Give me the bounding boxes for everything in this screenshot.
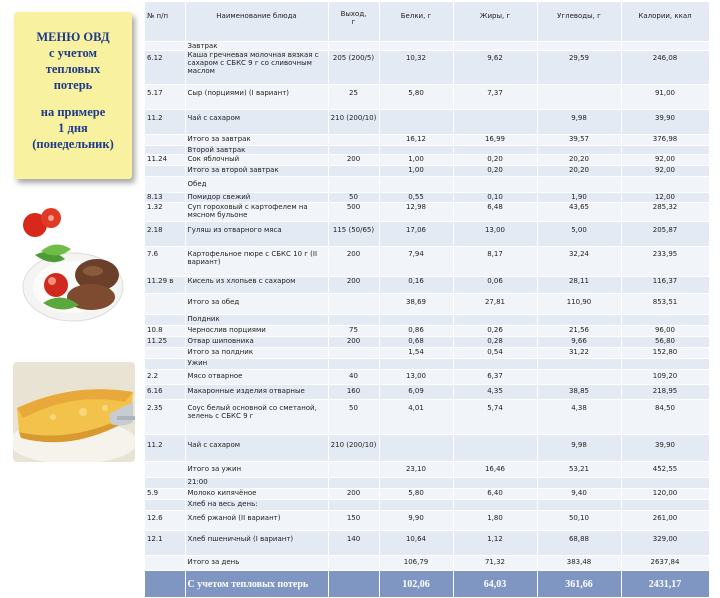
- cell-fat: 13,00: [453, 222, 537, 247]
- cell-name: Итого за второй завтрак: [185, 166, 328, 177]
- cell-kcal: 84,50: [621, 400, 709, 435]
- note-title-line: потерь: [53, 78, 93, 92]
- cell-carbs: [537, 370, 621, 385]
- cell-kcal: 205,87: [621, 222, 709, 247]
- cell-name: Мясо отварное: [185, 370, 328, 385]
- meal-label: Завтрак: [185, 42, 328, 51]
- cell-name: Итого за обед: [185, 294, 328, 315]
- cell-carbs: 29,59: [537, 51, 621, 85]
- cell-kcal: 152,80: [621, 348, 709, 359]
- table-row: [145, 85, 709, 110]
- meal-section-row: [145, 478, 709, 489]
- cell-num: 2.2: [145, 370, 185, 385]
- cell-protein: 0,86: [379, 326, 453, 337]
- cell-kcal: 109,20: [621, 370, 709, 385]
- cell-carbs: 383,48: [537, 556, 621, 571]
- cell-kcal: 329,00: [621, 531, 709, 556]
- cell-fat: 0,20: [453, 166, 537, 177]
- table-row: [145, 326, 709, 337]
- table-row: [145, 203, 709, 222]
- cell-fat: 9,62: [453, 51, 537, 85]
- cell-kcal: 92,00: [621, 155, 709, 166]
- cell-fat: 0,54: [453, 348, 537, 359]
- note-title-line: МЕНЮ ОВД: [36, 30, 110, 44]
- header-carbs: Углеводы, г: [537, 2, 621, 42]
- note-example-line: (понедельник): [32, 137, 114, 151]
- note-title-line: с учетом: [48, 46, 98, 60]
- cell-carbs: 9,66: [537, 337, 621, 348]
- cell-kcal: 853,51: [621, 294, 709, 315]
- cell-carbs: 1,90: [537, 193, 621, 203]
- cell-fat: 27,81: [453, 294, 537, 315]
- cell-yield: 75: [328, 326, 379, 337]
- cell-kcal: 91,00: [621, 85, 709, 110]
- cell-name: Гуляш из отварного мяса: [185, 222, 328, 247]
- cell-name: Помидор свежий: [185, 193, 328, 203]
- cell-protein: 7,94: [379, 247, 453, 277]
- cell-yield: 200: [328, 277, 379, 294]
- table-row: [145, 337, 709, 348]
- cell-name: Суп гороховый с картофелем на мясном бульоне: [185, 203, 328, 222]
- cell-carbs: [537, 85, 621, 110]
- cell-kcal: 2431,17: [621, 571, 709, 598]
- cell-protein: 106,79: [379, 556, 453, 571]
- cell-carbs: 20,20: [537, 166, 621, 177]
- cell-carbs: 20,20: [537, 155, 621, 166]
- subtotal-row: [145, 166, 709, 177]
- cell-yield: 160: [328, 385, 379, 400]
- meal-label: Ужин: [185, 359, 328, 370]
- cell-carbs: 50,10: [537, 511, 621, 531]
- cell-name: Макаронные изделия отварные: [185, 385, 328, 400]
- table-row: [145, 247, 709, 277]
- cell-kcal: 12,00: [621, 193, 709, 203]
- cell-protein: 12,98: [379, 203, 453, 222]
- table-row: [145, 155, 709, 166]
- table-row: [145, 511, 709, 531]
- table-row: [145, 531, 709, 556]
- cell-kcal: 39,90: [621, 435, 709, 462]
- cell-kcal: 376,98: [621, 135, 709, 146]
- cell-protein: [379, 435, 453, 462]
- meal-section-row: [145, 315, 709, 326]
- cell-num: 8.13: [145, 193, 185, 203]
- cell-fat: 6,40: [453, 489, 537, 500]
- cell-name: Чай с сахаром: [185, 110, 328, 135]
- cell-name: Итого за полдник: [185, 348, 328, 359]
- cell-yield: 200: [328, 247, 379, 277]
- header-fat: Жиры, г: [453, 2, 537, 42]
- cell-protein: 1,54: [379, 348, 453, 359]
- day-total-row: [145, 556, 709, 571]
- subtotal-row: [145, 294, 709, 315]
- cell-kcal: 2637,84: [621, 556, 709, 571]
- cell-num: 6.12: [145, 51, 185, 85]
- cell-carbs: 21,56: [537, 326, 621, 337]
- cell-num: 11.25: [145, 337, 185, 348]
- cell-carbs: 43,65: [537, 203, 621, 222]
- cell-num: 12.1: [145, 531, 185, 556]
- cell-name: Хлеб ржаной (II вариант): [185, 511, 328, 531]
- cell-carbs: 361,66: [537, 571, 621, 598]
- cell-num: 2.18: [145, 222, 185, 247]
- cell-protein: 23,10: [379, 462, 453, 478]
- title-sticky-note: [14, 12, 132, 179]
- cell-protein: 0,68: [379, 337, 453, 348]
- meal-label: Хлеб на весь день:: [185, 500, 328, 511]
- meal-label: Полдник: [185, 315, 328, 326]
- meal-section-row: [145, 359, 709, 370]
- meal-label: Обед: [185, 177, 328, 193]
- cell-yield: 200: [328, 337, 379, 348]
- cell-carbs: 5,00: [537, 222, 621, 247]
- cell-yield: 50: [328, 400, 379, 435]
- subtotal-row: [145, 135, 709, 146]
- cell-name: Каша гречневая молочная вязкая с сахаром с СБКС 9 г со сливочным маслом: [185, 51, 328, 85]
- header-num: № п/п: [145, 2, 185, 42]
- meal-section-row: [145, 177, 709, 193]
- cell-fat: 0,26: [453, 326, 537, 337]
- cell-fat: 7,37: [453, 85, 537, 110]
- cell-name: Отвар шиповника: [185, 337, 328, 348]
- cell-protein: 102,06: [379, 571, 453, 598]
- table-row: [145, 193, 709, 203]
- table-row: [145, 222, 709, 247]
- cell-num: 11.2: [145, 110, 185, 135]
- cell-kcal: 56,80: [621, 337, 709, 348]
- cell-yield: 50: [328, 193, 379, 203]
- cell-yield: 200: [328, 489, 379, 500]
- cell-protein: 0,55: [379, 193, 453, 203]
- cell-protein: 17,06: [379, 222, 453, 247]
- table-row: [145, 51, 709, 85]
- table-row: [145, 277, 709, 294]
- cell-fat: [453, 435, 537, 462]
- cell-fat: 16,46: [453, 462, 537, 478]
- cell-name: Кисель из хлопьев с сахаром: [185, 277, 328, 294]
- cell-kcal: 285,32: [621, 203, 709, 222]
- cell-fat: 1,12: [453, 531, 537, 556]
- cell-num: 6.16: [145, 385, 185, 400]
- cell-fat: 64,03: [453, 571, 537, 598]
- cell-protein: 0,16: [379, 277, 453, 294]
- cell-fat: 6,48: [453, 203, 537, 222]
- cell-protein: 10,32: [379, 51, 453, 85]
- cell-name: Молоко кипячёное: [185, 489, 328, 500]
- cell-yield: 210 (200/10): [328, 435, 379, 462]
- cell-kcal: 120,00: [621, 489, 709, 500]
- cell-num: 1.32: [145, 203, 185, 222]
- cell-kcal: 39,90: [621, 110, 709, 135]
- cell-kcal: 233,95: [621, 247, 709, 277]
- cell-protein: [379, 110, 453, 135]
- table-row: [145, 370, 709, 385]
- casserole-slice-photo: [13, 362, 135, 462]
- cell-fat: 71,32: [453, 556, 537, 571]
- cell-fat: 5,74: [453, 400, 537, 435]
- cell-carbs: 9,98: [537, 110, 621, 135]
- cell-kcal: 261,00: [621, 511, 709, 531]
- cell-yield: 25: [328, 85, 379, 110]
- cell-fat: 0,20: [453, 155, 537, 166]
- cell-fat: [453, 110, 537, 135]
- table-row: [145, 489, 709, 500]
- cell-protein: 9,90: [379, 511, 453, 531]
- cell-carbs: 9,98: [537, 435, 621, 462]
- cell-kcal: 92,00: [621, 166, 709, 177]
- cell-name: Итого за завтрак: [185, 135, 328, 146]
- note-title-line: тепловых: [45, 62, 101, 76]
- cell-protein: 38,69: [379, 294, 453, 315]
- cell-yield: 205 (200/5): [328, 51, 379, 85]
- cell-protein: 5,80: [379, 85, 453, 110]
- cell-protein: 13,00: [379, 370, 453, 385]
- cell-num: 5.17: [145, 85, 185, 110]
- cell-fat: 1,80: [453, 511, 537, 531]
- note-example-line: 1 дня: [58, 121, 88, 135]
- cell-fat: 6,37: [453, 370, 537, 385]
- table-row: [145, 435, 709, 462]
- cell-protein: 4,01: [379, 400, 453, 435]
- meal-section-row: [145, 146, 709, 155]
- cell-carbs: 4,38: [537, 400, 621, 435]
- cell-name: Итого за ужин: [185, 462, 328, 478]
- header-name: Наименование блюда: [185, 2, 328, 42]
- note-example-line: на примере: [40, 105, 106, 119]
- cell-protein: 16,12: [379, 135, 453, 146]
- cell-carbs: 68,88: [537, 531, 621, 556]
- cell-carbs: 110,90: [537, 294, 621, 315]
- cell-protein: 6,09: [379, 385, 453, 400]
- cell-carbs: 39,57: [537, 135, 621, 146]
- cell-protein: 1,00: [379, 155, 453, 166]
- heat-loss-total-row: [145, 571, 709, 598]
- cell-num: 7.6: [145, 247, 185, 277]
- cell-protein: 5,80: [379, 489, 453, 500]
- cell-carbs: 38,85: [537, 385, 621, 400]
- cell-yield: 40: [328, 370, 379, 385]
- cell-num: 11.24: [145, 155, 185, 166]
- cell-yield: 140: [328, 531, 379, 556]
- cell-yield: 115 (50/65): [328, 222, 379, 247]
- cell-fat: 0,28: [453, 337, 537, 348]
- cell-fat: 0,10: [453, 193, 537, 203]
- meal-label: Второй завтрак: [185, 146, 328, 155]
- cell-num: 12.6: [145, 511, 185, 531]
- header-protein: Белки, г: [379, 2, 453, 42]
- cell-name: С учетом тепловых потерь: [185, 571, 328, 598]
- cell-yield: 500: [328, 203, 379, 222]
- meat-with-vegetables-photo: [21, 205, 125, 336]
- cell-kcal: 218,95: [621, 385, 709, 400]
- cell-yield: 200: [328, 155, 379, 166]
- cell-carbs: 53,21: [537, 462, 621, 478]
- cell-kcal: 246,08: [621, 51, 709, 85]
- menu-table: [145, 2, 710, 598]
- table-row: [145, 385, 709, 400]
- cell-num: 2.35: [145, 400, 185, 435]
- table-row: [145, 400, 709, 435]
- cell-fat: 0,06: [453, 277, 537, 294]
- header-kcal: Калории, ккал: [621, 2, 709, 42]
- cell-carbs: 9,40: [537, 489, 621, 500]
- meal-label: 21:00: [185, 478, 328, 489]
- cell-protein: 1,00: [379, 166, 453, 177]
- cell-num: 10.8: [145, 326, 185, 337]
- cell-carbs: 28,11: [537, 277, 621, 294]
- cell-name: Чернослив порциями: [185, 326, 328, 337]
- meal-section-row: [145, 500, 709, 511]
- cell-fat: 8,17: [453, 247, 537, 277]
- cell-num: 5.9: [145, 489, 185, 500]
- cell-num: 11.29 в: [145, 277, 185, 294]
- cell-name: Хлеб пшеничный (I вариант): [185, 531, 328, 556]
- cell-yield: 150: [328, 511, 379, 531]
- cell-carbs: 31,22: [537, 348, 621, 359]
- cell-carbs: 32,24: [537, 247, 621, 277]
- table-row: [145, 110, 709, 135]
- header-yield: Выход, г: [328, 2, 379, 42]
- cell-name: Итого за день: [185, 556, 328, 571]
- cell-name: Чай с сахаром: [185, 435, 328, 462]
- cell-protein: 10,64: [379, 531, 453, 556]
- cell-kcal: 452,55: [621, 462, 709, 478]
- cell-kcal: 116,37: [621, 277, 709, 294]
- cell-name: Сок яблочный: [185, 155, 328, 166]
- cell-fat: 4,35: [453, 385, 537, 400]
- cell-name: Соус белый основной со сметаной, зелень с СБКС 9 г: [185, 400, 328, 435]
- cell-num: 11.2: [145, 435, 185, 462]
- cell-fat: 16,99: [453, 135, 537, 146]
- table-header-row: [145, 2, 709, 42]
- subtotal-row: [145, 348, 709, 359]
- cell-name: Сыр (порциями) (I вариант): [185, 85, 328, 110]
- meal-section-row: [145, 42, 709, 51]
- cell-kcal: 96,00: [621, 326, 709, 337]
- subtotal-row: [145, 462, 709, 478]
- cell-name: Картофельное пюре с СБКС 10 г (II вариант): [185, 247, 328, 277]
- cell-yield: 210 (200/10): [328, 110, 379, 135]
